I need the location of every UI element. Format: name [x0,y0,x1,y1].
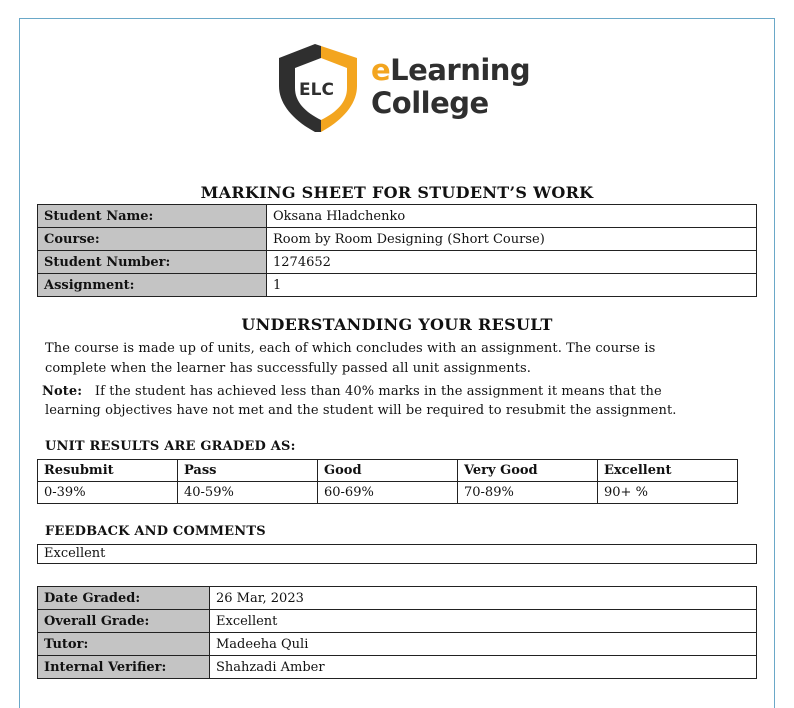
logo-wordmark [371,54,530,120]
course-value: Room by Room Designing (Short Course) [267,228,757,251]
internal-verifier-label: Internal Verifier: [38,656,210,679]
understanding-line-1: The course is made up of units, each of which concludes with an assignment. The course is [45,341,656,356]
date-graded-value: 26 Mar, 2023 [210,587,757,610]
shield-logo-icon [275,42,361,134]
internal-verifier-value: Shahzadi Amber [210,656,757,679]
tutor-label: Tutor: [38,633,210,656]
understanding-line-2: complete when the learner has successfully passed all unit assignments. [45,361,532,376]
grade-header-pass: Pass [178,460,318,482]
note-line-1 [42,382,662,402]
table-row [38,205,757,228]
logo-learning: Learning [390,53,531,87]
course-label: Course: [38,228,267,251]
sheet-title: MARKING SHEET FOR STUDENT’S WORK [200,183,594,202]
grade-range-very-good: 70-89% [458,482,598,504]
table-row [38,587,757,610]
table-row [38,460,738,482]
table-row [38,228,757,251]
student-name-label: Student Name: [38,205,267,228]
table-row [38,656,757,679]
assignment-value: 1 [267,274,757,297]
logo-college: College [371,86,489,120]
overall-grade-value: Excellent [210,610,757,633]
college-logo [275,42,531,134]
grade-range-excellent: 90+ % [598,482,738,504]
grade-range-good: 60-69% [318,482,458,504]
logo-e: e [371,53,391,87]
result-info-table [37,586,757,679]
grade-header-resubmit: Resubmit [38,460,178,482]
table-row [38,482,738,504]
student-number-value: 1274652 [267,251,757,274]
note-label: Note: [42,384,83,399]
note-text-1: If the student has achieved less than 40% marks in the assignment it means that the [94,384,662,399]
overall-grade-label: Overall Grade: [38,610,210,633]
student-name-value: Oksana Hladchenko [267,205,757,228]
feedback-box: Excellent [37,544,757,564]
student-info-table [37,204,757,297]
student-number-label: Student Number: [38,251,267,274]
table-row [38,633,757,656]
table-row [38,251,757,274]
grading-table [37,459,738,504]
grade-range-pass: 40-59% [178,482,318,504]
table-row [38,610,757,633]
grade-header-very-good: Very Good [458,460,598,482]
logo-initials: ELC [299,80,334,100]
note-line-2: learning objectives have not met and the student will be required to resubmit the assignment. [45,403,677,418]
feedback-heading: FEEDBACK AND COMMENTS [45,524,266,539]
grade-header-good: Good [318,460,458,482]
grade-range-resubmit: 0-39% [38,482,178,504]
grade-header-excellent: Excellent [598,460,738,482]
grading-heading: UNIT RESULTS ARE GRADED AS: [45,439,296,454]
assignment-label: Assignment: [38,274,267,297]
date-graded-label: Date Graded: [38,587,210,610]
understanding-heading: UNDERSTANDING YOUR RESULT [241,315,553,334]
tutor-value: Madeeha Quli [210,633,757,656]
table-row [38,274,757,297]
